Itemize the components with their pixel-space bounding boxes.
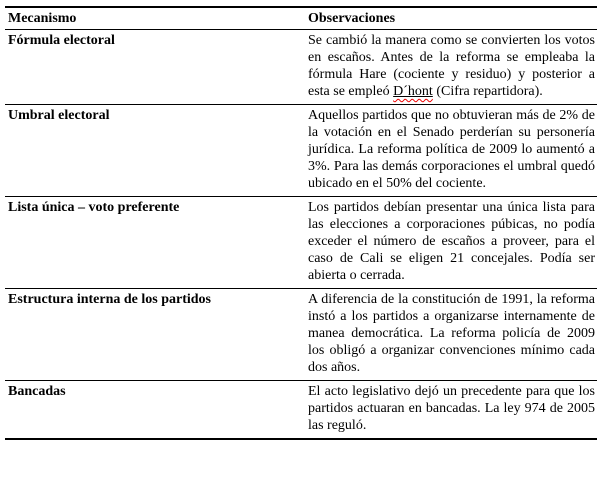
mecanismo-cell: Bancadas bbox=[8, 384, 66, 399]
mecanismo-cell: Umbral electoral bbox=[5, 105, 305, 197]
mechanisms-observations-table bbox=[5, 6, 597, 440]
column-header-mecanismo: Mecanismo bbox=[5, 7, 305, 30]
table-row-estructura-interna bbox=[5, 289, 597, 381]
mecanismo-cell: Lista única – voto preferente bbox=[5, 197, 305, 289]
mecanismo-cell: Fórmula electoral bbox=[5, 30, 305, 105]
table-row-formula-electoral bbox=[5, 30, 597, 105]
table-row-lista-unica bbox=[5, 197, 597, 289]
observaciones-cell bbox=[305, 30, 597, 105]
observacion-text: (Cifra repartidora). bbox=[432, 84, 543, 99]
table-row-umbral-electoral bbox=[5, 105, 597, 197]
column-header-observaciones: Observaciones bbox=[305, 7, 597, 30]
observaciones-cell: El acto legislativo dejó un precedente para que los partidos actuaran en bancadas. La ley 974 de 2005 las reguló. bbox=[308, 384, 595, 433]
table-header-row bbox=[5, 7, 597, 30]
observaciones-cell: Aquellos partidos que no obtuvieran más de 2% de la votación en el Senado perderían su personería jurídica. La reforma política de 2009 lo aumentó a 3%. Para las demás corporaciones el umbral quedó ubicado en el 50% del cociente. bbox=[305, 105, 597, 197]
underlined-word-wrap bbox=[393, 84, 433, 99]
mecanismo-cell: Estructura interna de los partidos bbox=[5, 289, 305, 381]
observaciones-cell: A diferencia de la constitución de 1991, la reforma instó a los partidos a organizarse internamente de manea democrática. La reforma policía de 2009 los obligó a organizar convenciones mínimo cada dos años. bbox=[305, 289, 597, 381]
observacion-text: Se cambió la manera como se convierten los votos en escaños. Antes de la reforma se empleaba la fórmula Hare (cociente y residuo) y posterior a esta se empleó bbox=[308, 33, 595, 99]
table-row-bancadas bbox=[5, 381, 597, 440]
observaciones-cell: Los partidos debían presentar una única lista para las elecciones a corporaciones púbicas, no podía exceder el número de escaños a proveer, para el caso de Cali se eligen 21 concejales. Podía ser abierta o cerrada. bbox=[305, 197, 597, 289]
spellcheck-flagged-word: D´hont bbox=[393, 84, 433, 99]
